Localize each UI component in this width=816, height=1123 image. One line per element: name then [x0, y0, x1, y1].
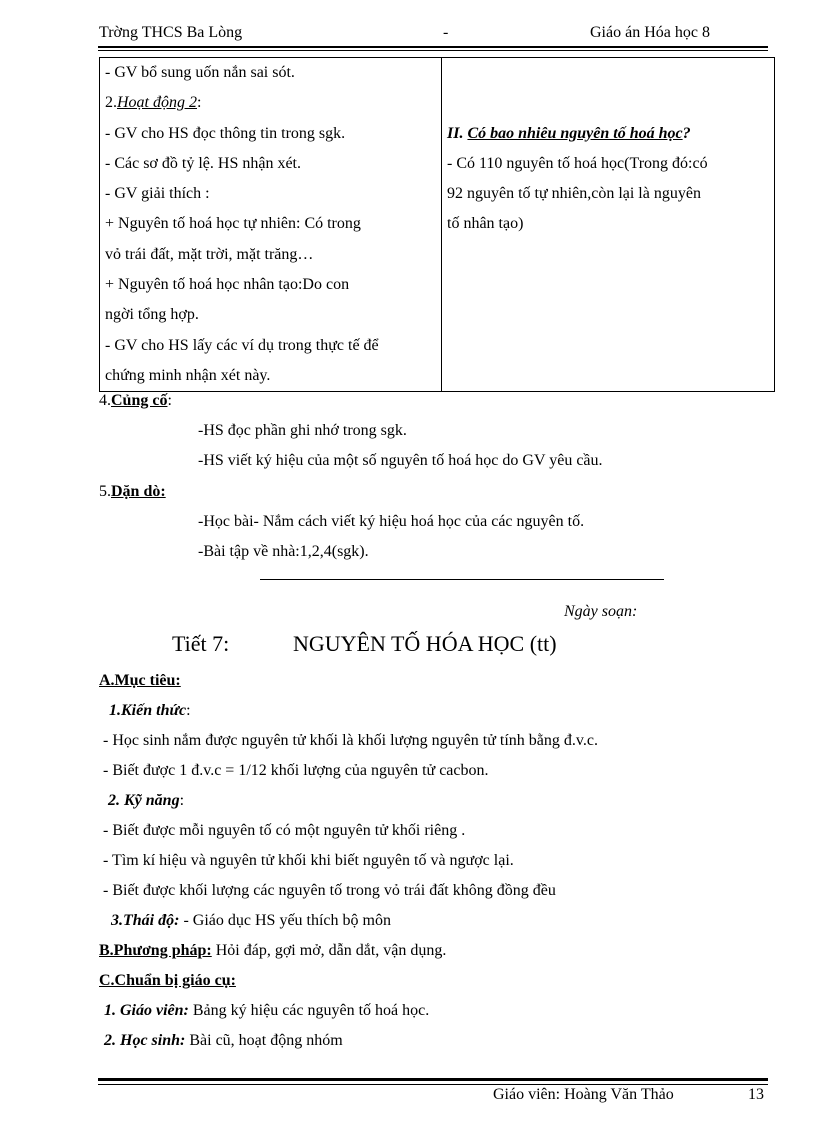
preparation-heading: C.Chuẩn bị giáo cụ:: [99, 972, 236, 989]
skills-item: - Biết được mỗi nguyên tố có một nguyên tử khối riêng .: [103, 822, 466, 839]
header-rule-thin: [98, 50, 768, 51]
consolidate-item: -HS viết ký hiệu của một số nguyên tố hoá học do GV yêu cầu.: [198, 452, 603, 469]
section-ii-heading: II. Có bao nhiêu nguyên tố hoá học?: [447, 124, 691, 142]
activity-2-label: Hoạt động 2: [117, 94, 197, 112]
skills-item: - Tìm kí hiệu và nguyên tử khối khi biết nguyên tố và ngược lại.: [103, 852, 514, 869]
method-line: B.Phương pháp: Hỏi đáp, gợi mở, dẫn dắt, vận dụng.: [99, 942, 447, 959]
objectives-heading: A.Mục tiêu:: [99, 672, 181, 689]
table-left-line: - GV cho HS đọc thông tin trong sgk.: [105, 124, 346, 142]
homework-heading: 5.Dặn dò:: [99, 483, 166, 500]
table-left-line: + Nguyên tố hoá học tự nhiên: Có trong: [105, 215, 361, 233]
table-left-line: - Các sơ đồ tỷ lệ. HS nhận xét.: [105, 154, 301, 172]
table-left-line: - GV giải thích :: [105, 185, 210, 203]
table-left-line: - GV bổ sung uốn nắn sai sót.: [105, 64, 295, 81]
activity-2-heading: 2.Hoạt động 2:: [105, 94, 202, 112]
homework-item: -Bài tập về nhà:1,2,4(sgk).: [198, 543, 369, 560]
table-right-line: 92 nguyên tố tự nhiên,còn lại là nguyên: [447, 185, 701, 203]
header-subject: Giáo án Hóa học 8: [590, 24, 710, 41]
table-left-line: ngời tổng hợp.: [105, 306, 199, 324]
teacher-activity-cell: [100, 58, 442, 392]
header-rule: [98, 46, 768, 48]
student-prep-line: 2. Học sinh: Bài cũ, hoạt động nhóm: [104, 1032, 343, 1049]
table-right-line: - Có 110 nguyên tố hoá học(Trong đó:có: [447, 154, 708, 172]
table-left-line: - GV cho HS lấy các ví dụ trong thực tế để: [105, 336, 379, 354]
header-dash: -: [443, 24, 449, 41]
knowledge-item: - Biết được 1 đ.v.c = 1/12 khối lượng của nguyên tử cacbon.: [103, 762, 489, 779]
skills-item: - Biết được khối lượng các nguyên tố trong vỏ trái đất không đồng đều: [103, 882, 556, 899]
consolidate-heading: 4.Củng cố:: [99, 392, 172, 409]
date-label: Ngày soạn:: [564, 603, 638, 620]
knowledge-heading: 1.Kiến thức:: [109, 702, 191, 719]
knowledge-item: - Học sinh nắm được nguyên tử khối là khối lượng nguyên tử tính bằng đ.v.c.: [103, 732, 598, 749]
table-left-line: vỏ trái đất, mặt trời, mặt trăng…: [105, 245, 314, 263]
activity-table: [99, 57, 775, 392]
table-left-line: + Nguyên tố hoá học nhân tạo:Do con: [105, 276, 350, 294]
footer-rule: [98, 1078, 768, 1081]
footer-rule-thin: [98, 1084, 768, 1085]
homework-item: -Học bài- Nắm cách viết ký hiệu hoá học của các nguyên tố.: [198, 513, 585, 530]
skills-heading: 2. Kỹ năng:: [108, 792, 185, 809]
footer-teacher: Giáo viên: Hoàng Văn Thảo: [493, 1086, 674, 1103]
table-left-line: chứng minh nhận xét này.: [105, 366, 271, 384]
lesson-title: NGUYÊN TỐ HÓA HỌC (tt): [293, 631, 557, 656]
header-school: Trờng THCS Ba Lòng: [99, 24, 243, 41]
attitude-line: 3.Thái độ: - Giáo dục HS yếu thích bộ môn: [111, 912, 391, 929]
teacher-prep-line: 1. Giáo viên: Bảng ký hiệu các nguyên tố hoá học.: [104, 1002, 430, 1019]
footer-page-number: 13: [748, 1086, 764, 1103]
content-cell: [442, 58, 775, 392]
consolidate-item: -HS đọc phần ghi nhớ trong sgk.: [198, 422, 407, 439]
section-separator: [260, 579, 664, 580]
lesson-period: Tiết 7:: [172, 631, 230, 656]
table-right-line: tố nhân tạo): [447, 215, 524, 233]
